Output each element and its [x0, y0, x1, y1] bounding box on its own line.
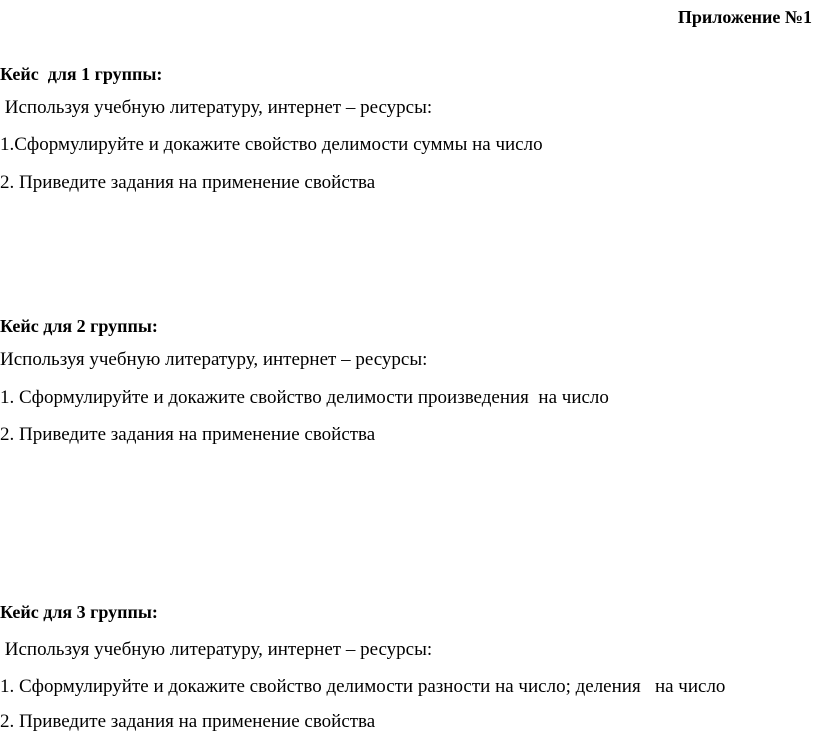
case-2-task-2: 2. Приведите задания на применение свойства	[0, 424, 376, 445]
case-2-task-1: 1. Сформулируйте и докажите свойство делимости произведения на число	[0, 387, 609, 408]
appendix-title: Приложение №1	[677, 7, 812, 27]
case-1-task-2: 2. Приведите задания на применение свойства	[0, 172, 376, 193]
case-3-task-2: 2. Приведите задания на применение свойства	[0, 711, 376, 732]
case-2-intro: Используя учебную литературу, интернет – ресурсы:	[0, 349, 428, 370]
case-1-intro: Используя учебную литературу, интернет – ресурсы:	[0, 97, 433, 118]
case-3-heading: Кейс для 3 группы:	[0, 602, 158, 622]
case-1-heading: Кейс для 1 группы:	[0, 64, 163, 84]
case-3-task-1: 1. Сформулируйте и докажите свойство делимости разности на число; деления на число	[0, 676, 726, 697]
case-2-heading: Кейс для 2 группы:	[0, 316, 158, 336]
case-1-task-1: 1.Сформулируйте и докажите свойство делимости суммы на число	[0, 134, 543, 155]
case-3-intro: Используя учебную литературу, интернет – ресурсы:	[0, 639, 433, 660]
